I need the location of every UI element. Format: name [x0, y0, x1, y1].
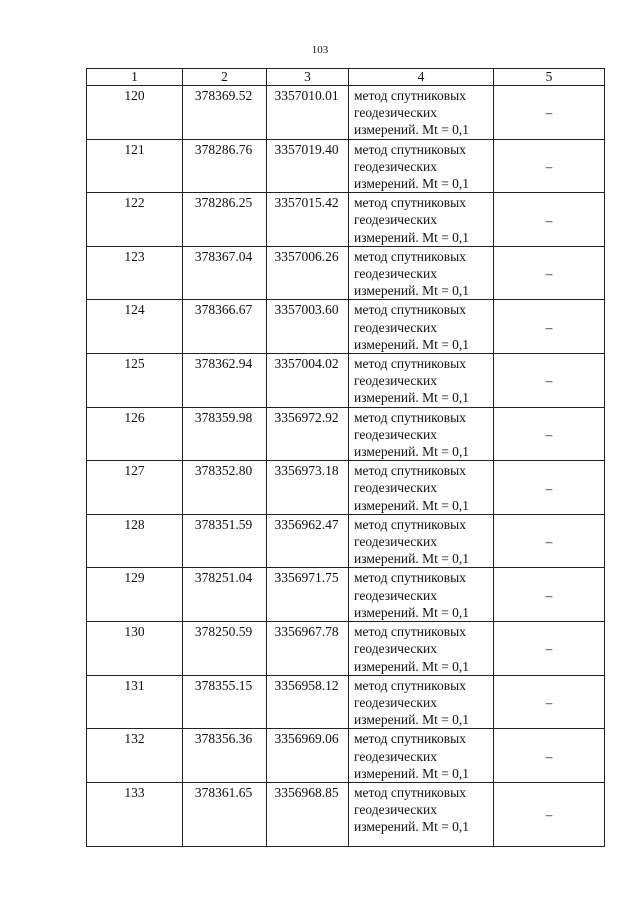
y-coordinate-cell: 3356969.06 [267, 729, 349, 783]
method-line: геодезических [354, 426, 437, 442]
table-row [87, 461, 605, 515]
column-5-cell: – [494, 300, 605, 354]
method-cell [349, 461, 494, 515]
x-coordinate-cell: 378367.04 [183, 246, 267, 300]
method-line: измерений. Mt = 0,1 [354, 444, 470, 460]
x-coordinate-cell: 378286.25 [183, 193, 267, 247]
method-line: измерений. Mt = 0,1 [354, 819, 470, 835]
x-coordinate-cell: 378286.76 [183, 139, 267, 193]
y-coordinate-cell: 3356971.75 [267, 568, 349, 622]
method-line: метод спутниковых [354, 248, 466, 264]
method-line: геодезических [354, 158, 437, 174]
method-cell [349, 514, 494, 568]
table-row [87, 86, 605, 140]
method-cell [349, 300, 494, 354]
column-5-cell: – [494, 729, 605, 783]
page-number: 103 [311, 44, 329, 56]
method-line: измерений. Mt = 0,1 [354, 604, 470, 620]
header-col-1: 1 [87, 69, 183, 86]
table-body [87, 86, 605, 847]
method-line: измерений. Mt = 0,1 [354, 176, 470, 192]
y-coordinate-cell: 3357003.60 [267, 300, 349, 354]
header-col-5: 5 [494, 69, 605, 86]
method-cell [349, 568, 494, 622]
column-5-cell: – [494, 461, 605, 515]
table-row [87, 514, 605, 568]
point-number-cell: 131 [87, 675, 183, 729]
y-coordinate-cell: 3356958.12 [267, 675, 349, 729]
table-row [87, 622, 605, 676]
table-header [87, 69, 605, 86]
table-row [87, 354, 605, 408]
method-line: метод спутниковых [354, 356, 466, 372]
x-coordinate-cell: 378356.36 [183, 729, 267, 783]
method-cell [349, 246, 494, 300]
method-line: измерений. Mt = 0,1 [354, 336, 470, 352]
method-cell [349, 675, 494, 729]
y-coordinate-cell: 3356962.47 [267, 514, 349, 568]
x-coordinate-cell: 378351.59 [183, 514, 267, 568]
method-line: геодезических [354, 802, 437, 818]
point-number-cell: 121 [87, 139, 183, 193]
column-5-cell: – [494, 675, 605, 729]
table-row [87, 300, 605, 354]
y-coordinate-cell: 3357019.40 [267, 139, 349, 193]
header-col-2: 2 [183, 69, 267, 86]
table-row [87, 246, 605, 300]
method-cell [349, 622, 494, 676]
method-line: измерений. Mt = 0,1 [354, 765, 470, 781]
column-5-cell: – [494, 514, 605, 568]
method-line: метод спутниковых [354, 677, 466, 693]
method-cell [349, 782, 494, 846]
method-line: геодезических [354, 266, 437, 282]
y-coordinate-cell: 3356967.78 [267, 622, 349, 676]
table-row [87, 675, 605, 729]
point-number-cell: 120 [87, 86, 183, 140]
method-line: геодезических [354, 748, 437, 764]
table-row [87, 568, 605, 622]
column-5-cell: – [494, 193, 605, 247]
method-cell [349, 193, 494, 247]
method-line: метод спутниковых [354, 624, 466, 640]
header-col-4: 4 [349, 69, 494, 86]
column-5-cell: – [494, 622, 605, 676]
column-5-cell: – [494, 246, 605, 300]
point-number-cell: 122 [87, 193, 183, 247]
point-number-cell: 124 [87, 300, 183, 354]
point-number-cell: 125 [87, 354, 183, 408]
x-coordinate-cell: 378362.94 [183, 354, 267, 408]
table-row [87, 407, 605, 461]
table-row [87, 193, 605, 247]
x-coordinate-cell: 378359.98 [183, 407, 267, 461]
method-line: геодезических [354, 319, 437, 335]
method-line: измерений. Mt = 0,1 [354, 712, 470, 728]
method-line: метод спутниковых [354, 409, 466, 425]
method-line: метод спутниковых [354, 570, 466, 586]
method-line: измерений. Mt = 0,1 [354, 283, 470, 299]
header-row [87, 69, 605, 86]
table-row [87, 782, 605, 846]
method-line: метод спутниковых [354, 302, 466, 318]
y-coordinate-cell: 3356973.18 [267, 461, 349, 515]
column-5-cell: – [494, 782, 605, 846]
method-line: метод спутниковых [354, 516, 466, 532]
method-line: метод спутниковых [354, 88, 466, 103]
method-line: измерений. Mt = 0,1 [354, 497, 470, 513]
method-line: метод спутниковых [354, 195, 466, 211]
method-line: геодезических [354, 105, 437, 121]
method-cell [349, 354, 494, 408]
method-line: геодезических [354, 641, 437, 657]
method-line: геодезических [354, 534, 437, 550]
method-cell [349, 729, 494, 783]
column-5-cell: – [494, 139, 605, 193]
column-5-cell: – [494, 354, 605, 408]
column-5-cell: – [494, 407, 605, 461]
point-number-cell: 127 [87, 461, 183, 515]
method-line: измерений. Mt = 0,1 [354, 551, 470, 567]
y-coordinate-cell: 3356972.92 [267, 407, 349, 461]
y-coordinate-cell: 3356968.85 [267, 782, 349, 846]
point-number-cell: 129 [87, 568, 183, 622]
method-line: метод спутниковых [354, 463, 466, 479]
point-number-cell: 130 [87, 622, 183, 676]
method-line: измерений. Mt = 0,1 [354, 122, 470, 138]
y-coordinate-cell: 3357006.26 [267, 246, 349, 300]
column-5-cell: – [494, 86, 605, 140]
method-cell [349, 407, 494, 461]
method-line: метод спутниковых [354, 784, 466, 800]
column-5-cell: – [494, 568, 605, 622]
point-number-cell: 133 [87, 782, 183, 846]
method-line: измерений. Mt = 0,1 [354, 658, 470, 674]
method-line: измерений. Mt = 0,1 [354, 390, 470, 406]
point-number-cell: 132 [87, 729, 183, 783]
method-line: геодезических [354, 373, 437, 389]
method-line: геодезических [354, 694, 437, 710]
method-line: измерений. Mt = 0,1 [354, 229, 470, 245]
x-coordinate-cell: 378250.59 [183, 622, 267, 676]
x-coordinate-cell: 378251.04 [183, 568, 267, 622]
coordinates-table [86, 68, 605, 847]
point-number-cell: 126 [87, 407, 183, 461]
y-coordinate-cell: 3357004.02 [267, 354, 349, 408]
method-cell [349, 86, 494, 140]
x-coordinate-cell: 378361.65 [183, 782, 267, 846]
table-row [87, 729, 605, 783]
method-line: геодезических [354, 480, 437, 496]
table-row [87, 139, 605, 193]
y-coordinate-cell: 3357015.42 [267, 193, 349, 247]
y-coordinate-cell: 3357010.01 [267, 86, 349, 140]
method-line: метод спутниковых [354, 141, 466, 157]
x-coordinate-cell: 378352.80 [183, 461, 267, 515]
x-coordinate-cell: 378366.67 [183, 300, 267, 354]
point-number-cell: 123 [87, 246, 183, 300]
point-number-cell: 128 [87, 514, 183, 568]
method-line: геодезических [354, 587, 437, 603]
header-col-3: 3 [267, 69, 349, 86]
method-line: геодезических [354, 212, 437, 228]
method-line: метод спутниковых [354, 731, 466, 747]
x-coordinate-cell: 378355.15 [183, 675, 267, 729]
x-coordinate-cell: 378369.52 [183, 86, 267, 140]
method-cell [349, 139, 494, 193]
